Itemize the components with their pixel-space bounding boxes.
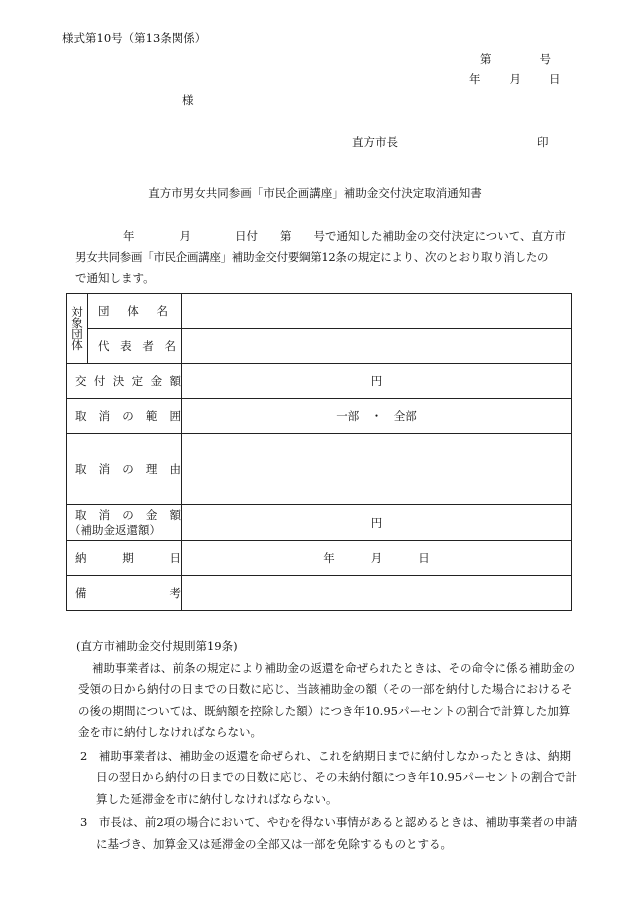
grant-amount-value[interactable]: 円: [182, 364, 572, 399]
date-day: 日: [549, 72, 561, 86]
deadline-label: 納 期 日: [67, 541, 182, 576]
scope-label: 取 消 の 範 囲: [67, 399, 182, 434]
reason-value[interactable]: [182, 434, 572, 505]
target-group-label: 対 象 団 体: [67, 294, 88, 364]
cancel-amount-value[interactable]: 円: [182, 505, 572, 541]
number-suffix: 号: [539, 52, 551, 66]
document-title: 直方市男女共同参画「市民企画講座」補助金交付決定取消通知書: [148, 186, 482, 200]
form-number: 様式第10号（第13条関係）: [62, 31, 207, 45]
date-month: 月: [509, 72, 521, 86]
reason-label: 取 消 の 理 由: [67, 434, 182, 505]
addressee: 様: [182, 93, 194, 107]
regulation-excerpt: [76, 636, 580, 855]
cancel-amount-label: 取 消 の 金 額 （補助金返還額）: [67, 505, 182, 541]
body-line-3: で通知します。: [75, 271, 155, 285]
regulation-heading: (直方市補助金交付規則第19条): [76, 639, 238, 653]
representative-label: 代 表 者 名: [88, 329, 182, 364]
org-name-label: 団 体 名: [88, 294, 182, 329]
body-line-2: 男女共同参画「市民企画講座」補助金交付要綱第12条の規定により、次のとおり取り消したの: [75, 250, 549, 264]
remarks-value[interactable]: [182, 576, 572, 611]
seal-mark: 印: [537, 135, 549, 149]
document-number-line: [480, 51, 551, 67]
issue-date-line: [469, 71, 561, 87]
regulation-paragraph-2: 2 補助事業者は、補助金の返還を命ぜられ、これを納期日までに納付しなかったときは、納期日の翌日から納付の日までの日数に応じ、その未納付額につき年10.95パーセントの割合で計算した延滞金を市に納付しなければならない。: [80, 748, 577, 806]
org-name-value[interactable]: [182, 294, 572, 329]
issuer: 直方市長: [352, 135, 398, 149]
number-prefix: 第: [480, 52, 492, 66]
deadline-value[interactable]: 年 月 日: [182, 541, 572, 576]
grant-amount-label: 交 付 決 定 金 額: [67, 364, 182, 399]
remarks-label: 備 考: [67, 576, 182, 611]
regulation-paragraph-1: 補助事業者は、前条の規定により補助金の返還を命ぜられたときは、その命令に係る補助金の受領の日から納付の日までの日数に応じ、当該補助金の額（その一部を納付した場合におけるその後の期間については、既納額を控除した額）につき年10.95パーセントの割合で計算した加算金を市に納付しなければならない。: [78, 660, 575, 739]
cancel-amount-sublabel: （補助金返還額）: [69, 522, 161, 537]
body-line-1: 年 月 日付 第 号で通知した補助金の交付決定について、直方市: [123, 229, 567, 243]
notice-table: [66, 293, 572, 611]
date-year: 年: [469, 72, 481, 86]
notice-body: [75, 226, 585, 289]
representative-value[interactable]: [182, 329, 572, 364]
scope-value[interactable]: 一部 ・ 全部: [182, 399, 572, 434]
regulation-paragraph-3: 3 市長は、前2項の場合において、やむを得ない事情があると認めるときは、補助事業者の申請に基づき、加算金又は延滞金の全部又は一部を免除するものとする。: [80, 815, 578, 851]
